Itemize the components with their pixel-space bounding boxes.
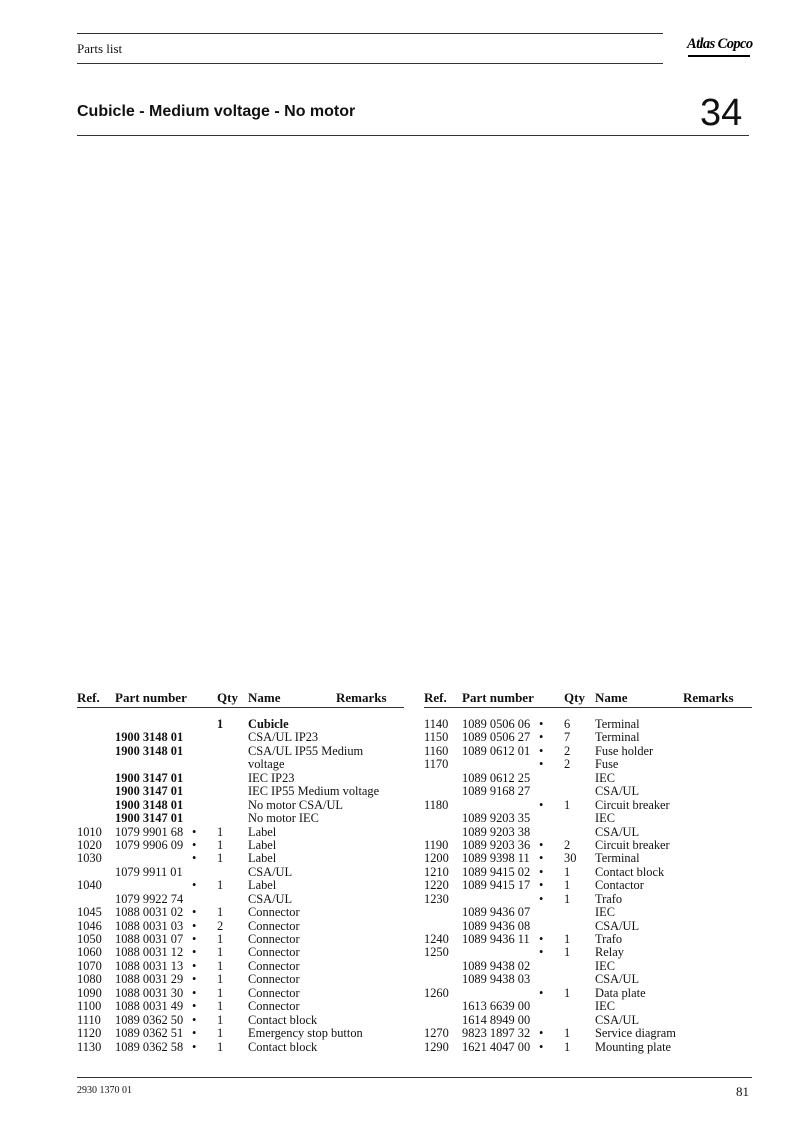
qty-cell: 1 <box>564 1039 571 1054</box>
bullet-marker: • <box>539 864 544 879</box>
bullet-marker: • <box>539 945 544 960</box>
name-cell: CSA/UL IP23 <box>248 730 319 745</box>
qty-cell: 1 <box>217 905 224 920</box>
name-cell: CSA/UL IP55 Medium <box>248 743 364 758</box>
part-number-cell: 1079 9901 68 <box>115 824 184 839</box>
header-bottom-rule <box>77 63 663 64</box>
name-cell: CSA/UL <box>595 784 640 799</box>
atlas-copco-logo: Atlas Copco <box>687 36 753 52</box>
bullet-marker: • <box>192 1039 197 1054</box>
bullet-marker: • <box>192 932 197 946</box>
part-number-cell: 1088 0031 03 <box>115 918 184 933</box>
qty-cell: 1 <box>217 1039 224 1054</box>
ref-cell: 1070 <box>77 958 102 973</box>
name-cell: Terminal <box>595 717 640 731</box>
bullet-marker: • <box>192 837 197 852</box>
name-cell: Trafo <box>595 932 623 946</box>
name-cell: IEC <box>595 999 615 1014</box>
part-number-cell: 1089 9203 35 <box>462 811 531 826</box>
bullet-marker: • <box>192 985 197 1000</box>
bullet-marker: • <box>539 757 544 772</box>
name-cell: No motor IEC <box>248 811 319 826</box>
table-row <box>424 1000 754 1013</box>
name-cell: Label <box>248 824 277 839</box>
qty-cell: 1 <box>564 864 571 879</box>
bullet-marker: • <box>192 905 197 920</box>
name-cell: Trafo <box>595 891 623 906</box>
table-row <box>77 826 407 839</box>
section-number: 34 <box>700 92 743 134</box>
ref-cell: 1100 <box>77 999 102 1014</box>
name-cell: Circuit breaker <box>595 797 670 812</box>
col-header-name: Name <box>595 690 628 705</box>
table-row <box>77 933 407 946</box>
qty-cell: 2 <box>564 743 571 758</box>
ref-cell: 1180 <box>424 797 449 812</box>
ref-cell: 1260 <box>424 985 449 1000</box>
name-cell: Fuse holder <box>595 743 654 758</box>
bullet-marker: • <box>192 1026 197 1041</box>
ref-cell: 1030 <box>77 851 102 866</box>
part-number-cell: 1089 9436 07 <box>462 905 531 920</box>
qty-cell: 1 <box>564 1026 571 1041</box>
ref-cell: 1210 <box>424 864 449 879</box>
table-row <box>77 893 407 906</box>
table-row <box>424 906 754 919</box>
qty-cell: 1 <box>564 891 571 906</box>
part-number-cell: 1089 0362 58 <box>115 1039 184 1054</box>
table-row <box>424 1027 754 1040</box>
header-top-rule <box>77 33 663 34</box>
table-row <box>424 987 754 1000</box>
qty-cell: 1 <box>564 945 571 960</box>
name-cell: No motor CSA/UL <box>248 797 343 812</box>
name-cell: Connector <box>248 945 300 960</box>
part-number-cell: 1088 0031 30 <box>115 985 184 1000</box>
left-table-header-rule <box>77 707 404 708</box>
table-row <box>77 973 407 986</box>
name-cell: IEC IP55 Medium voltage <box>248 784 380 799</box>
part-number-cell: 1089 0362 50 <box>115 1012 184 1027</box>
table-row <box>424 1041 754 1054</box>
qty-cell: 1 <box>217 1012 224 1027</box>
table-row <box>77 799 407 812</box>
bullet-marker: • <box>539 743 544 758</box>
qty-cell: 1 <box>564 985 571 1000</box>
part-number-cell: 1088 0031 13 <box>115 958 184 973</box>
qty-cell: 1 <box>217 999 224 1014</box>
part-number-cell: 1089 0506 06 <box>462 717 531 731</box>
ref-cell: 1290 <box>424 1039 449 1054</box>
part-number-cell: 1089 9398 11 <box>462 851 530 866</box>
ref-cell: 1020 <box>77 837 102 852</box>
col-header-qty: Qty <box>217 690 238 705</box>
part-number-cell: 1089 0612 25 <box>462 770 531 785</box>
qty-cell: 1 <box>217 1026 224 1041</box>
part-number-cell: 1089 9415 17 <box>462 878 531 893</box>
table-row <box>77 839 407 852</box>
bullet-marker: • <box>539 837 544 852</box>
part-number-cell: 1089 9438 02 <box>462 958 531 973</box>
table-row <box>77 1014 407 1027</box>
table-row <box>77 1041 407 1054</box>
table-row <box>424 826 754 839</box>
bullet-marker: • <box>539 985 544 1000</box>
part-number-cell: 1079 9906 09 <box>115 837 184 852</box>
bullet-marker: • <box>539 891 544 906</box>
name-cell: Contact block <box>248 1039 318 1054</box>
name-cell: Circuit breaker <box>595 837 670 852</box>
name-cell: Connector <box>248 905 300 920</box>
part-number-cell: 1900 3148 01 <box>115 730 184 745</box>
name-cell: Label <box>248 878 277 893</box>
name-cell: Connector <box>248 985 300 1000</box>
qty-cell: 1 <box>564 878 571 893</box>
part-number-cell: 1088 0031 49 <box>115 999 184 1014</box>
name-cell: CSA/UL <box>248 891 293 906</box>
page-title: Cubicle - Medium voltage - No motor <box>77 103 356 120</box>
name-cell: Label <box>248 851 277 866</box>
table-row <box>77 852 407 865</box>
name-cell: CSA/UL <box>595 972 640 987</box>
part-number-cell: 1088 0031 12 <box>115 945 184 960</box>
name-cell: IEC IP23 <box>248 770 295 785</box>
table-row <box>77 1027 407 1040</box>
qty-cell: 1 <box>217 972 224 987</box>
col-header-qty: Qty <box>564 690 585 705</box>
bullet-marker: • <box>192 1012 197 1027</box>
part-number-cell: 1089 9436 11 <box>462 932 530 946</box>
bullet-marker: • <box>539 1026 544 1041</box>
table-row <box>424 920 754 933</box>
table-row <box>77 879 407 892</box>
parts-table-right <box>424 718 754 1054</box>
name-cell: Data plate <box>595 985 646 1000</box>
bullet-marker: • <box>192 918 197 933</box>
qty-cell: 1 <box>217 985 224 1000</box>
logo-underline <box>688 55 750 57</box>
ref-cell: 1270 <box>424 1026 449 1041</box>
qty-cell: 2 <box>564 837 571 852</box>
page-number: 81 <box>736 1084 749 1099</box>
bullet-marker: • <box>192 824 197 839</box>
name-cell: Fuse <box>595 757 619 772</box>
part-number-cell: 9823 1897 32 <box>462 1026 531 1041</box>
name-cell: Connector <box>248 999 300 1014</box>
bullet-marker: • <box>192 878 197 893</box>
ref-cell: 1090 <box>77 985 102 1000</box>
name-cell: IEC <box>595 958 615 973</box>
table-row <box>77 946 407 959</box>
part-number-cell: 1089 9436 08 <box>462 918 531 933</box>
ref-cell: 1060 <box>77 945 102 960</box>
bullet-marker: • <box>539 797 544 812</box>
ref-cell: 1200 <box>424 851 449 866</box>
table-row <box>77 1000 407 1013</box>
table-row <box>424 852 754 865</box>
qty-cell: 1 <box>217 932 224 946</box>
part-number-cell: 1900 3148 01 <box>115 743 184 758</box>
ref-cell: 1110 <box>77 1012 101 1027</box>
table-row <box>77 772 407 785</box>
part-number-cell: 1613 6639 00 <box>462 999 531 1014</box>
table-row <box>424 879 754 892</box>
part-number-cell: 1621 4047 00 <box>462 1039 531 1054</box>
part-number-cell: 1089 0506 27 <box>462 730 531 745</box>
table-row <box>424 718 754 731</box>
table-row <box>424 745 754 758</box>
ref-cell: 1230 <box>424 891 449 906</box>
part-number-cell: 1614 8949 00 <box>462 1012 531 1027</box>
ref-cell: 1250 <box>424 945 449 960</box>
name-cell: CSA/UL <box>248 864 293 879</box>
bullet-marker: • <box>192 972 197 987</box>
title-rule <box>77 135 749 136</box>
table-row <box>424 731 754 744</box>
qty-cell: 1 <box>217 851 224 866</box>
table-row <box>424 946 754 959</box>
qty-cell: 7 <box>564 730 571 745</box>
ref-cell: 1170 <box>424 757 449 772</box>
ref-cell: 1160 <box>424 743 449 758</box>
header-section-label: Parts list <box>77 41 123 56</box>
col-header-part: Part number <box>462 690 534 705</box>
part-number-cell: 1088 0031 07 <box>115 932 184 946</box>
table-row <box>77 960 407 973</box>
col-header-name: Name <box>248 690 281 705</box>
qty-cell: 30 <box>564 851 577 866</box>
name-cell: Connector <box>248 972 300 987</box>
table-row <box>77 785 407 798</box>
bullet-marker: • <box>539 717 544 731</box>
name-cell: CSA/UL <box>595 918 640 933</box>
part-number-cell: 1088 0031 02 <box>115 905 184 920</box>
table-row <box>77 987 407 1000</box>
table-row <box>424 772 754 785</box>
name-cell: Relay <box>595 945 624 960</box>
table-row <box>77 731 407 744</box>
qty-cell: 1 <box>217 824 224 839</box>
name-cell: Contact block <box>595 864 665 879</box>
ref-cell: 1190 <box>424 837 449 852</box>
name-cell: Connector <box>248 932 300 946</box>
table-row <box>77 906 407 919</box>
name-cell: Service diagram <box>595 1026 676 1041</box>
ref-cell: 1130 <box>77 1039 102 1054</box>
table-row <box>424 893 754 906</box>
part-number-cell: 1088 0031 29 <box>115 972 184 987</box>
table-row <box>424 812 754 825</box>
ref-cell: 1240 <box>424 932 449 946</box>
ref-cell: 1050 <box>77 932 102 946</box>
part-number-cell: 1079 9911 01 <box>115 864 183 879</box>
table-row <box>77 920 407 933</box>
bullet-marker: • <box>539 851 544 866</box>
right-table-header-rule <box>424 707 752 708</box>
name-cell: Contact block <box>248 1012 318 1027</box>
name-cell: Mounting plate <box>595 1039 672 1054</box>
name-cell: CSA/UL <box>595 1012 640 1027</box>
name-cell: CSA/UL <box>595 824 640 839</box>
col-header-remarks: Remarks <box>336 690 387 705</box>
part-number-cell: 1900 3148 01 <box>115 797 184 812</box>
bullet-marker: • <box>539 1039 544 1054</box>
name-cell: Cubicle <box>248 717 289 731</box>
table-row <box>77 718 407 731</box>
qty-cell: 1 <box>217 958 224 973</box>
part-number-cell: 1900 3147 01 <box>115 784 184 799</box>
name-cell: Contactor <box>595 878 644 893</box>
name-cell: voltage <box>248 757 285 772</box>
part-number-cell: 1900 3147 01 <box>115 770 184 785</box>
name-cell: IEC <box>595 770 615 785</box>
table-row <box>424 799 754 812</box>
qty-cell: 2 <box>217 918 224 933</box>
table-row <box>77 745 407 758</box>
qty-cell: 1 <box>564 797 571 812</box>
table-row <box>424 785 754 798</box>
table-row <box>77 866 407 879</box>
part-number-cell: 1089 0362 51 <box>115 1026 184 1041</box>
qty-cell: 1 <box>217 837 224 852</box>
col-header-ref: Ref. <box>424 690 447 705</box>
name-cell: Terminal <box>595 851 640 866</box>
ref-cell: 1220 <box>424 878 449 893</box>
bullet-marker: • <box>192 851 197 866</box>
qty-cell: 1 <box>217 878 224 893</box>
part-number-cell: 1089 9203 38 <box>462 824 531 839</box>
qty-cell: 6 <box>564 717 571 731</box>
name-cell: Connector <box>248 958 300 973</box>
qty-cell: 1 <box>217 945 224 960</box>
col-header-remarks: Remarks <box>683 690 734 705</box>
table-row <box>424 960 754 973</box>
part-number-cell: 1089 9438 03 <box>462 972 531 987</box>
name-cell: IEC <box>595 905 615 920</box>
part-number-cell: 1079 9922 74 <box>115 891 184 906</box>
bullet-marker: • <box>539 878 544 893</box>
footer-rule <box>77 1077 752 1078</box>
name-cell: Label <box>248 837 277 852</box>
part-number-cell: 1089 9168 27 <box>462 784 531 799</box>
table-row <box>424 758 754 771</box>
part-number-cell: 1089 9415 02 <box>462 864 531 879</box>
table-row <box>424 933 754 946</box>
document-number: 2930 1370 01 <box>77 1085 132 1096</box>
table-row <box>424 973 754 986</box>
col-header-part: Part number <box>115 690 187 705</box>
ref-cell: 1040 <box>77 878 102 893</box>
name-cell: Emergency stop button <box>248 1026 363 1041</box>
part-number-cell: 1089 9203 36 <box>462 837 531 852</box>
ref-cell: 1120 <box>77 1026 102 1041</box>
qty-cell: 2 <box>564 757 571 772</box>
qty-cell: 1 <box>217 717 224 731</box>
ref-cell: 1010 <box>77 824 102 839</box>
table-row <box>424 839 754 852</box>
part-number-cell: 1089 0612 01 <box>462 743 531 758</box>
bullet-marker: • <box>192 958 197 973</box>
qty-cell: 1 <box>564 932 571 946</box>
name-cell: Terminal <box>595 730 640 745</box>
table-row <box>424 1014 754 1027</box>
name-cell: IEC <box>595 811 615 826</box>
ref-cell: 1045 <box>77 905 102 920</box>
table-row <box>77 758 407 771</box>
ref-cell: 1046 <box>77 918 102 933</box>
bullet-marker: • <box>192 945 197 960</box>
bullet-marker: • <box>192 999 197 1014</box>
name-cell: Connector <box>248 918 300 933</box>
bullet-marker: • <box>539 932 544 946</box>
bullet-marker: • <box>539 730 544 745</box>
part-number-cell: 1900 3147 01 <box>115 811 184 826</box>
ref-cell: 1150 <box>424 730 449 745</box>
table-row <box>77 812 407 825</box>
table-row <box>424 866 754 879</box>
col-header-ref: Ref. <box>77 690 100 705</box>
ref-cell: 1080 <box>77 972 102 987</box>
ref-cell: 1140 <box>424 717 449 731</box>
parts-table-left <box>77 718 407 1054</box>
